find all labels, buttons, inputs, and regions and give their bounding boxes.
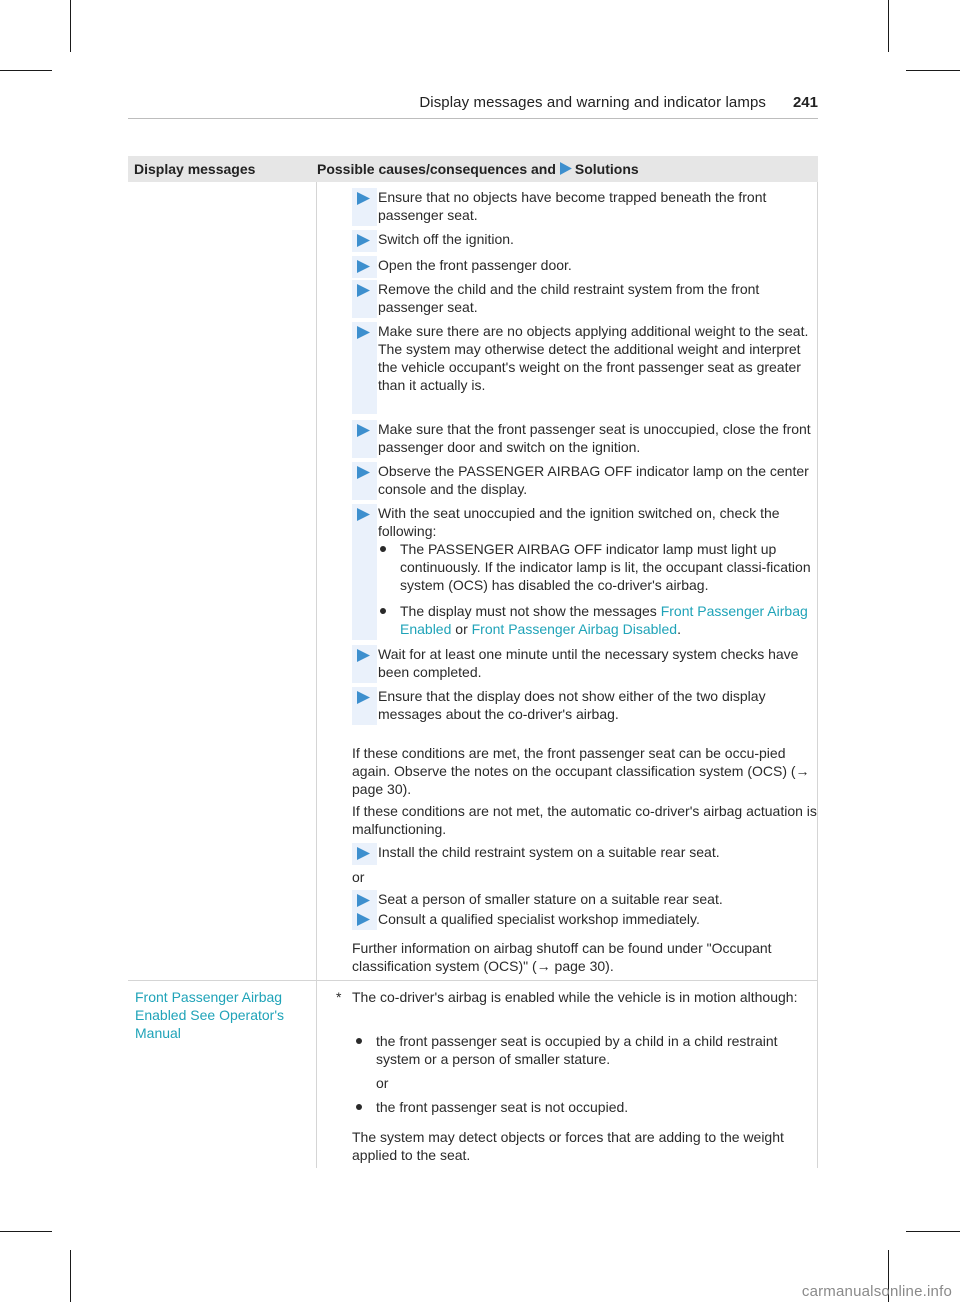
running-header bbox=[128, 94, 818, 116]
step-item: Install the child restraint system on a suitable rear seat. bbox=[352, 843, 818, 865]
crop-mark bbox=[0, 1231, 52, 1232]
row-divider bbox=[128, 980, 818, 981]
crop-mark bbox=[888, 0, 889, 52]
table-header bbox=[128, 156, 818, 182]
crop-mark bbox=[70, 0, 71, 52]
page-number: 241 bbox=[792, 94, 818, 111]
crop-mark bbox=[906, 70, 960, 71]
step-item: Make sure that the front passenger seat is unoccupied, close the front passenger door and switch on the ignition. bbox=[352, 420, 818, 458]
step-item: Remove the child and the child restraint system from the front passenger seat. bbox=[352, 280, 818, 318]
column-header-causes: Possible causes/consequences and Solutions bbox=[317, 161, 639, 177]
column-divider bbox=[316, 182, 317, 1168]
step-item: Seat a person of smaller stature on a suitable rear seat. Consult a qualified specialist workshop immediately. bbox=[352, 890, 818, 930]
column-header-display-messages: Display messages bbox=[134, 161, 256, 177]
step-item: Make sure there are no objects applying additional weight to the seat. The system may otherwise detect the additional weight and interpret the vehicle occupant's weight on the front passenger seat as greater than it actually is. bbox=[352, 322, 818, 414]
paragraph-conditions-not-met: If these conditions are not met, the automatic co-driver's airbag actuation is malfunctioning. bbox=[352, 803, 817, 837]
step-item: Observe the PASSENGER AIRBAG OFF indicator lamp on the center console and the display. bbox=[352, 462, 818, 500]
bullet-icon bbox=[356, 1104, 362, 1110]
running-header-title: Display messages and warning and indicator lamps bbox=[419, 94, 766, 111]
crop-mark bbox=[0, 70, 52, 71]
step-item: Ensure that no objects have become trapped beneath the front passenger seat. bbox=[352, 188, 818, 226]
watermark: carmanualsonline.info bbox=[801, 1283, 952, 1300]
step-item: Open the front passenger door. bbox=[352, 256, 818, 278]
or-separator: or bbox=[352, 869, 365, 885]
display-message-ref: Front Passenger Airbag Disabled bbox=[471, 621, 678, 637]
paragraph-conditions-met: If these conditions are met, the front passenger seat can be occu-pied again. Observe the notes on the occupant classification system (OCS) (→ page 30). bbox=[352, 745, 810, 797]
step-item: Switch off the ignition. bbox=[352, 230, 818, 252]
paragraph-further-info: Further information on airbag shutoff can be found under "Occupant classification system (OCS)" (→ page 30). bbox=[352, 940, 772, 974]
header-rule bbox=[128, 118, 818, 119]
bullet-icon bbox=[380, 608, 386, 614]
crop-mark bbox=[70, 1250, 71, 1302]
optional-equipment-marker: * bbox=[336, 989, 342, 1005]
solution-arrow-icon bbox=[560, 162, 572, 175]
crop-mark bbox=[906, 1231, 960, 1232]
display-message-ref: Front Passenger Airbag Enabled bbox=[400, 603, 808, 637]
paragraph-detect: The system may detect objects or forces that are adding to the weight applied to the seat. bbox=[352, 1129, 784, 1163]
step-item: Ensure that the display does not show either of the two display messages about the co-driver's airbag. bbox=[352, 687, 818, 725]
bullet-icon bbox=[380, 546, 386, 552]
display-message-airbag-enabled: Front Passenger Airbag Enabled See Operator's Manual bbox=[135, 989, 284, 1041]
bullet-icon bbox=[356, 1038, 362, 1044]
step-item: With the seat unoccupied and the ignition switched on, check the following: bbox=[352, 504, 818, 640]
step-item: Wait for at least one minute until the necessary system checks have been completed. bbox=[352, 645, 818, 683]
